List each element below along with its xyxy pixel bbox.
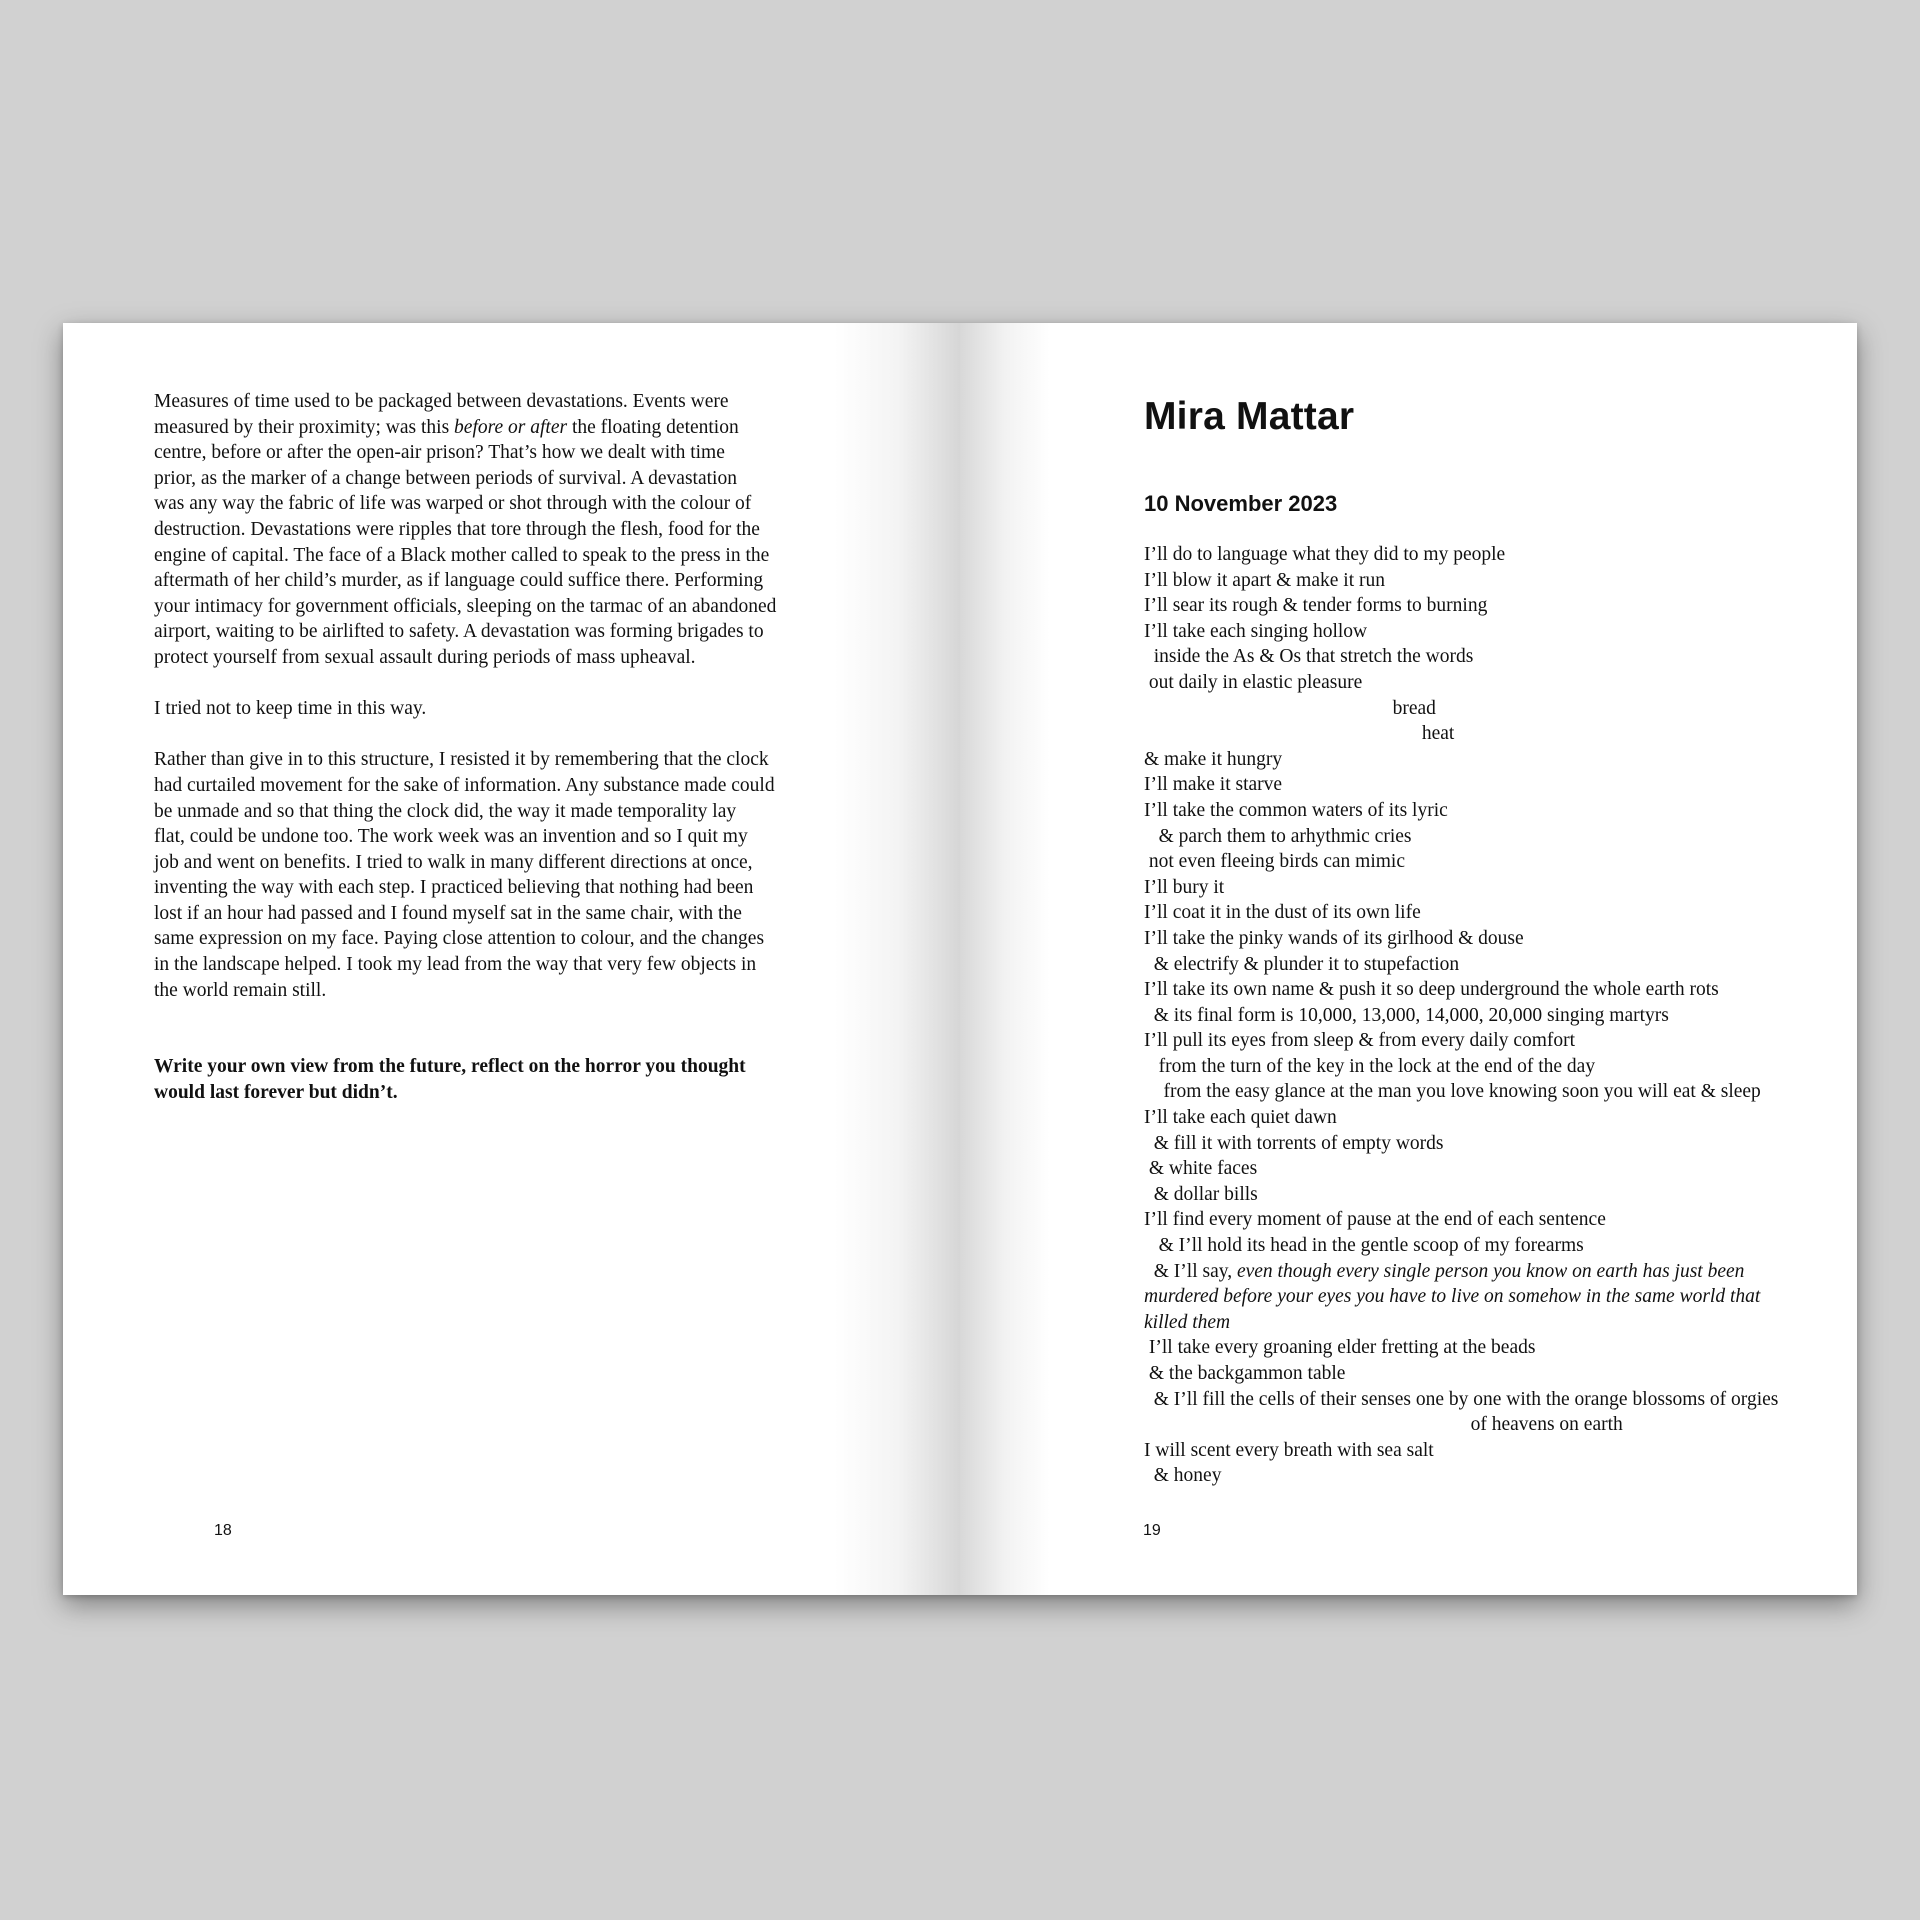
text-run: flat, could be undone too. The work week was an invention and so I quit my [154, 826, 748, 848]
text-run: & parch them to arhythmic cries [1144, 825, 1412, 847]
prompt-line [154, 1054, 746, 1080]
author-title: Mira Mattar [1144, 395, 1355, 438]
poem-line [1144, 952, 1778, 978]
text-run: & its final form is 10,000, 13,000, 14,000, 20,000 singing martyrs [1144, 1004, 1669, 1026]
poem-line [1144, 696, 1778, 722]
poem-line [1144, 1054, 1778, 1080]
text-run: I’ll take each singing hollow [1144, 620, 1368, 642]
left-page [63, 323, 960, 1595]
text-run: I’ll coat it in the dust of its own life [1144, 902, 1421, 924]
text-run: & I’ll fill the cells of their senses one by one with the orange blossoms of orgies [1144, 1388, 1779, 1410]
poem-line [1144, 593, 1778, 619]
prompt-line [154, 1080, 746, 1106]
text-line [154, 747, 854, 773]
poem-line [1144, 1233, 1778, 1259]
text-run: aftermath of her child’s murder, as if language could suffice there. Performing [154, 570, 764, 592]
text-run: had curtailed movement for the sake of information. Any substance made could [154, 774, 775, 796]
poem-line [1144, 1412, 1778, 1438]
text-run: I’ll take each quiet dawn [1144, 1107, 1337, 1129]
paragraph [154, 696, 854, 722]
poem-line [1144, 542, 1778, 568]
text-line [154, 491, 854, 517]
text-run: would last forever but didn’t. [154, 1081, 398, 1103]
poem-line [1144, 824, 1778, 850]
text-run: & honey [1144, 1465, 1222, 1487]
text-line [154, 517, 854, 543]
italic-text: before or after [454, 416, 568, 438]
text-run: & make it hungry [1144, 748, 1283, 770]
poem-line [1144, 1438, 1778, 1464]
poem-line [1144, 619, 1778, 645]
text-run: I’ll make it starve [1144, 774, 1283, 796]
text-line [154, 594, 854, 620]
text-run: in the landscape helped. I took my lead from the way that very few objects in [154, 954, 757, 976]
italic-text: murdered before your eyes you have to live on somehow in the same world that [1144, 1286, 1761, 1308]
text-run: destruction. Devastations were ripples that tore through the flesh, food for the [154, 518, 760, 540]
text-run: & white faces [1144, 1158, 1258, 1180]
text-run: & I’ll hold its head in the gentle scoop of my forearms [1144, 1235, 1584, 1257]
poem-line [1144, 1463, 1778, 1489]
text-run: I’ll take the common waters of its lyric [1144, 799, 1448, 821]
text-run: from the easy glance at the man you love knowing soon you will eat & sleep [1144, 1081, 1761, 1103]
text-run: & I’ll say, [1144, 1260, 1237, 1282]
poem-line [1144, 926, 1778, 952]
text-run: Rather than give in to this structure, I resisted it by remembering that the clock [154, 749, 769, 771]
text-run: not even fleeing birds can mimic [1144, 851, 1406, 873]
poem-line [1144, 1361, 1778, 1387]
poem-line [1144, 1284, 1778, 1310]
poem-line [1144, 1079, 1778, 1105]
text-run: & fill it with torrents of empty words [1144, 1132, 1444, 1154]
poem-line [1144, 1156, 1778, 1182]
text-run: protect yourself from sexual assault during periods of mass upheaval. [154, 646, 696, 668]
poem-line [1144, 1182, 1778, 1208]
poem-line [1144, 1105, 1778, 1131]
poem-line [1144, 900, 1778, 926]
text-line [154, 645, 854, 671]
paragraph [154, 747, 854, 1003]
text-line [154, 389, 854, 415]
poem-line [1144, 721, 1778, 747]
text-run: & dollar bills [1144, 1183, 1258, 1205]
text-run: of heavens on earth [1144, 1414, 1623, 1436]
text-line [154, 466, 854, 492]
text-line [154, 850, 854, 876]
poem-line [1144, 1003, 1778, 1029]
text-run: the world remain still. [154, 979, 327, 1001]
text-line [154, 440, 854, 466]
text-run: lost if an hour had passed and I found myself sat in the same chair, with the [154, 902, 742, 924]
poem-line [1144, 977, 1778, 1003]
essay-text [154, 389, 854, 1029]
text-run: be unmade and so that thing the clock did, the way it made temporality lay [154, 800, 737, 822]
text-line [154, 926, 854, 952]
text-line [154, 568, 854, 594]
text-run: & electrify & plunder it to stupefaction [1144, 953, 1460, 975]
poem-line [1144, 772, 1778, 798]
poem-line [1144, 644, 1778, 670]
text-run: centre, before or after the open-air prison? That’s how we dealt with time [154, 442, 725, 464]
text-run: job and went on benefits. I tried to walk in many different directions at once, [154, 851, 753, 873]
poem-line [1144, 875, 1778, 901]
text-run: measured by their proximity; was this [154, 416, 455, 438]
text-run: I’ll sear its rough & tender forms to burning [1144, 595, 1488, 617]
poem-text [1144, 542, 1778, 1489]
text-run: was any way the fabric of life was warped or shot through with the colour of [154, 493, 752, 515]
page-number-right: 19 [1143, 1522, 1161, 1539]
text-run: Write your own view from the future, reflect on the horror you thought [154, 1056, 746, 1077]
text-line [154, 773, 854, 799]
poem-date: 10 November 2023 [1144, 491, 1338, 516]
poem-line [1144, 1028, 1778, 1054]
book-spread [63, 323, 1857, 1595]
text-line [154, 952, 854, 978]
poem-line [1144, 1259, 1778, 1285]
poem-line [1144, 849, 1778, 875]
text-run: Measures of time used to be packaged between devastations. Events were [154, 391, 729, 412]
text-run: & the backgammon table [1144, 1363, 1346, 1384]
text-run: I’ll take its own name & push it so deep underground the whole earth rots [1144, 979, 1719, 1001]
text-line [154, 799, 854, 825]
text-run: I’ll take the pinky wands of its girlhood & douse [1144, 927, 1524, 949]
text-run: same expression on my face. Paying close attention to colour, and the changes [154, 928, 765, 950]
paragraph [154, 389, 854, 671]
poem-line [1144, 747, 1778, 773]
text-line [154, 696, 854, 722]
text-run: engine of capital. The face of a Black mother called to speak to the press in the [154, 544, 770, 566]
text-run: the floating detention [567, 416, 739, 438]
poem-line [1144, 1310, 1778, 1336]
italic-text: even though every single person you know on earth has just been [1236, 1260, 1745, 1282]
text-line [154, 901, 854, 927]
text-line [154, 978, 854, 1004]
right-page [960, 323, 1857, 1595]
poem-line [1144, 568, 1778, 594]
text-run: I’ll find every moment of pause at the end of each sentence [1144, 1209, 1606, 1231]
text-run: bread [1144, 697, 1436, 719]
text-run: airport, waiting to be airlifted to safety. A devastation was forming brigades to [154, 621, 764, 643]
writing-prompt [154, 1054, 746, 1105]
italic-text: killed them [1144, 1311, 1231, 1333]
text-run: I’ll blow it apart & make it run [1144, 569, 1385, 591]
text-run: heat [1144, 723, 1455, 745]
text-line [154, 543, 854, 569]
text-line [154, 824, 854, 850]
text-run: inside the As & Os that stretch the words [1144, 646, 1474, 668]
text-run: I’ll pull its eyes from sleep & from every daily comfort [1144, 1030, 1576, 1052]
text-run: I will scent every breath with sea salt [1144, 1439, 1434, 1461]
text-run: I’ll bury it [1144, 876, 1225, 898]
text-run: prior, as the marker of a change between periods of survival. A devastation [154, 467, 737, 489]
text-run: I’ll take every groaning elder fretting at the beads [1144, 1337, 1536, 1359]
poem-line [1144, 1207, 1778, 1233]
text-run: inventing the way with each step. I practiced believing that nothing had been [154, 877, 754, 899]
text-line [154, 415, 854, 441]
poem-line [1144, 1387, 1778, 1413]
text-run: out daily in elastic pleasure [1144, 671, 1363, 693]
poem-line [1144, 798, 1778, 824]
text-run: I tried not to keep time in this way. [154, 698, 427, 720]
text-line [154, 875, 854, 901]
text-line [154, 619, 854, 645]
poem-line [1144, 1335, 1778, 1361]
text-run: I’ll do to language what they did to my people [1144, 544, 1506, 565]
poem-line [1144, 670, 1778, 696]
page-number-left: 18 [214, 1522, 232, 1539]
poem-line [1144, 1131, 1778, 1157]
text-run: your intimacy for government officials, sleeping on the tarmac of an abandoned [154, 595, 777, 617]
text-run: from the turn of the key in the lock at the end of the day [1144, 1055, 1596, 1077]
